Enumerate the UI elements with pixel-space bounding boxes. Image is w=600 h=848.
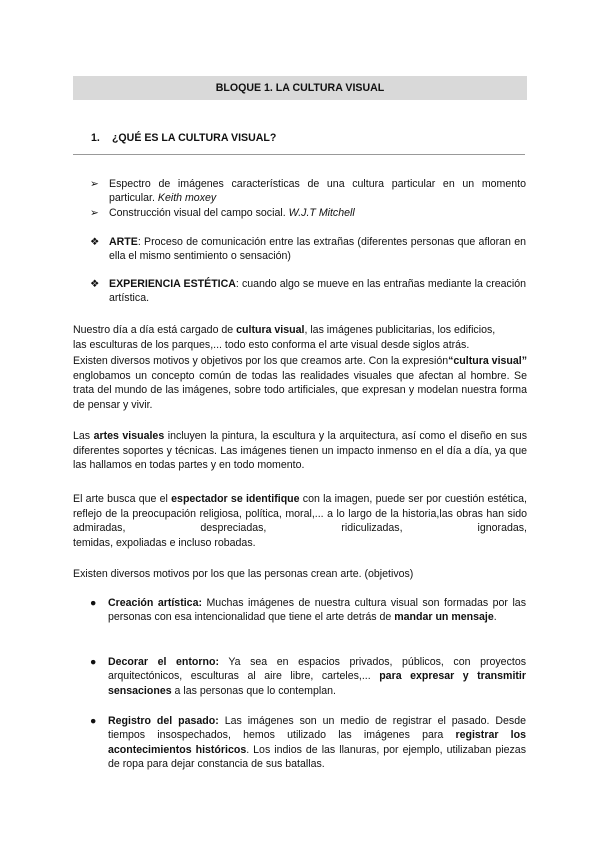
arrow-bullet-icon: ➢ xyxy=(90,207,99,219)
objective-text: Ya sea en espacios privados, públicos, con proyectos arquitectónicos, esculturas al aire libre, carteles,... xyxy=(108,656,527,683)
objective-bold: registrar los acontecimientos históricos xyxy=(108,729,526,756)
arrow-item-author: Keith moxey xyxy=(157,192,217,205)
bullet-icon: ● xyxy=(90,715,97,727)
p2-bold: “cultura visual” xyxy=(448,355,528,367)
p3-text: Las xyxy=(73,430,94,442)
paragraph-artes-visuales xyxy=(73,429,527,473)
objective-bold: mandar un mensaje xyxy=(394,611,494,624)
p4-text: El arte busca que el xyxy=(73,493,172,505)
objective-bold: para expresar y transmitir sensaciones xyxy=(108,670,526,697)
p1-line2: las esculturas de los parques,... todo esto conforma el arte visual desde siglos atrás. xyxy=(73,338,470,351)
arrow-item-text: Espectro de imágenes características de una cultura particular en un momento particular. xyxy=(109,178,526,205)
p3-text-end: incluyen la pintura, la escultura y la arquitectura, así como el diseño en sus diferentes soportes y técnicas. Las imágenes tienen un impacto inmenso en el día a día, ya que las hallamos en todas partes y en todo momento. xyxy=(73,430,527,472)
arrow-item-author: W.J.T Mitchell xyxy=(288,207,355,219)
objective-item-decorar xyxy=(90,655,526,698)
diamond-text: : Proceso de comunicación entre las extrañas (diferentes personas que afloran en ella el mismo sentimiento o sensación) xyxy=(109,236,526,263)
p4-text-end: con la imagen, puede ser por cuestión estética, reflejo de la preocupación religiosa, política, moral,... a lo largo de la historia,las obras han sido admiradas, despreciadas, ridiculizadas, ignoradas, xyxy=(73,493,527,535)
objective-item-registro xyxy=(90,714,526,771)
diamond-bullet-icon: ❖ xyxy=(90,236,100,248)
diamond-term: ARTE xyxy=(109,236,138,248)
p1-text: Nuestro día a día está cargado de xyxy=(73,324,237,336)
p4-bold: espectador se identifique xyxy=(171,493,300,505)
p1-text-end: , las imágenes publicitarias, los edificios, xyxy=(304,324,496,336)
diamond-text: : cuando algo se mueve en las entrañas mediante la creación artística. xyxy=(109,278,526,305)
section-heading xyxy=(91,132,276,144)
objective-end: a las personas que lo contemplan. xyxy=(171,684,336,697)
diamond-item-arte xyxy=(90,235,526,264)
paragraph-objetivos: Existen diversos motivos por los que las personas crean arte. (objetivos) xyxy=(73,568,414,580)
p2-text: Existen diversos motivos y objetivos por los que creamos arte. Con la expresión xyxy=(73,355,449,367)
objective-item-creacion xyxy=(90,596,526,625)
heading-divider xyxy=(73,154,525,155)
paragraph-motivos xyxy=(73,354,527,412)
p2-text-end: englobamos un concepto común de todas las realidades visuales que afectan al hombre. Se trata del mundo de las imágenes, sobre todo artificiales, que expresan y modelan nuestra forma de pensar y vivir. xyxy=(73,369,527,411)
arrow-item-text: Construcción visual del campo social. xyxy=(109,207,286,219)
diamond-term: EXPERIENCIA ESTÉTICA xyxy=(109,278,236,290)
paragraph-cultura-visual xyxy=(73,323,527,352)
diamond-bullet-icon: ❖ xyxy=(90,278,100,290)
objective-end: . Los indios de las llanuras, por ejemplo, utilizaban piezas de ropa para dejar constancia de sus batallas. xyxy=(108,743,526,770)
objective-end: . xyxy=(493,611,497,624)
block-title-banner: BLOQUE 1. LA CULTURA VISUAL xyxy=(73,76,527,100)
objective-term: Registro del pasado: xyxy=(108,715,219,727)
paragraph-espectador xyxy=(73,492,527,550)
arrow-item-1 xyxy=(90,177,526,206)
objective-text: Las imágenes son un medio de registrar el pasado. Desde tiempos insospechados, hemos utilizado las imágenes para xyxy=(108,715,527,742)
objective-term: Decorar el entorno: xyxy=(108,656,219,668)
bullet-icon: ● xyxy=(90,597,97,609)
section-number: 1. xyxy=(91,132,100,144)
section-heading-text: ¿QUÉ ES LA CULTURA VISUAL? xyxy=(111,132,277,144)
p4-line-last: temidas, expoliadas e incluso robadas. xyxy=(73,536,256,549)
bullet-icon: ● xyxy=(90,656,97,668)
objective-text: Muchas imágenes de nuestra cultura visual son formadas por las personas con esa intencionalidad que tiene el arte detrás de xyxy=(108,597,526,624)
arrow-bullet-icon: ➢ xyxy=(90,178,99,190)
p3-bold: artes visuales xyxy=(93,430,165,442)
arrow-item-2 xyxy=(90,206,526,220)
p1-bold: cultura visual xyxy=(236,324,305,336)
diamond-item-experiencia xyxy=(90,277,526,306)
objective-term: Creación artística: xyxy=(108,597,202,609)
